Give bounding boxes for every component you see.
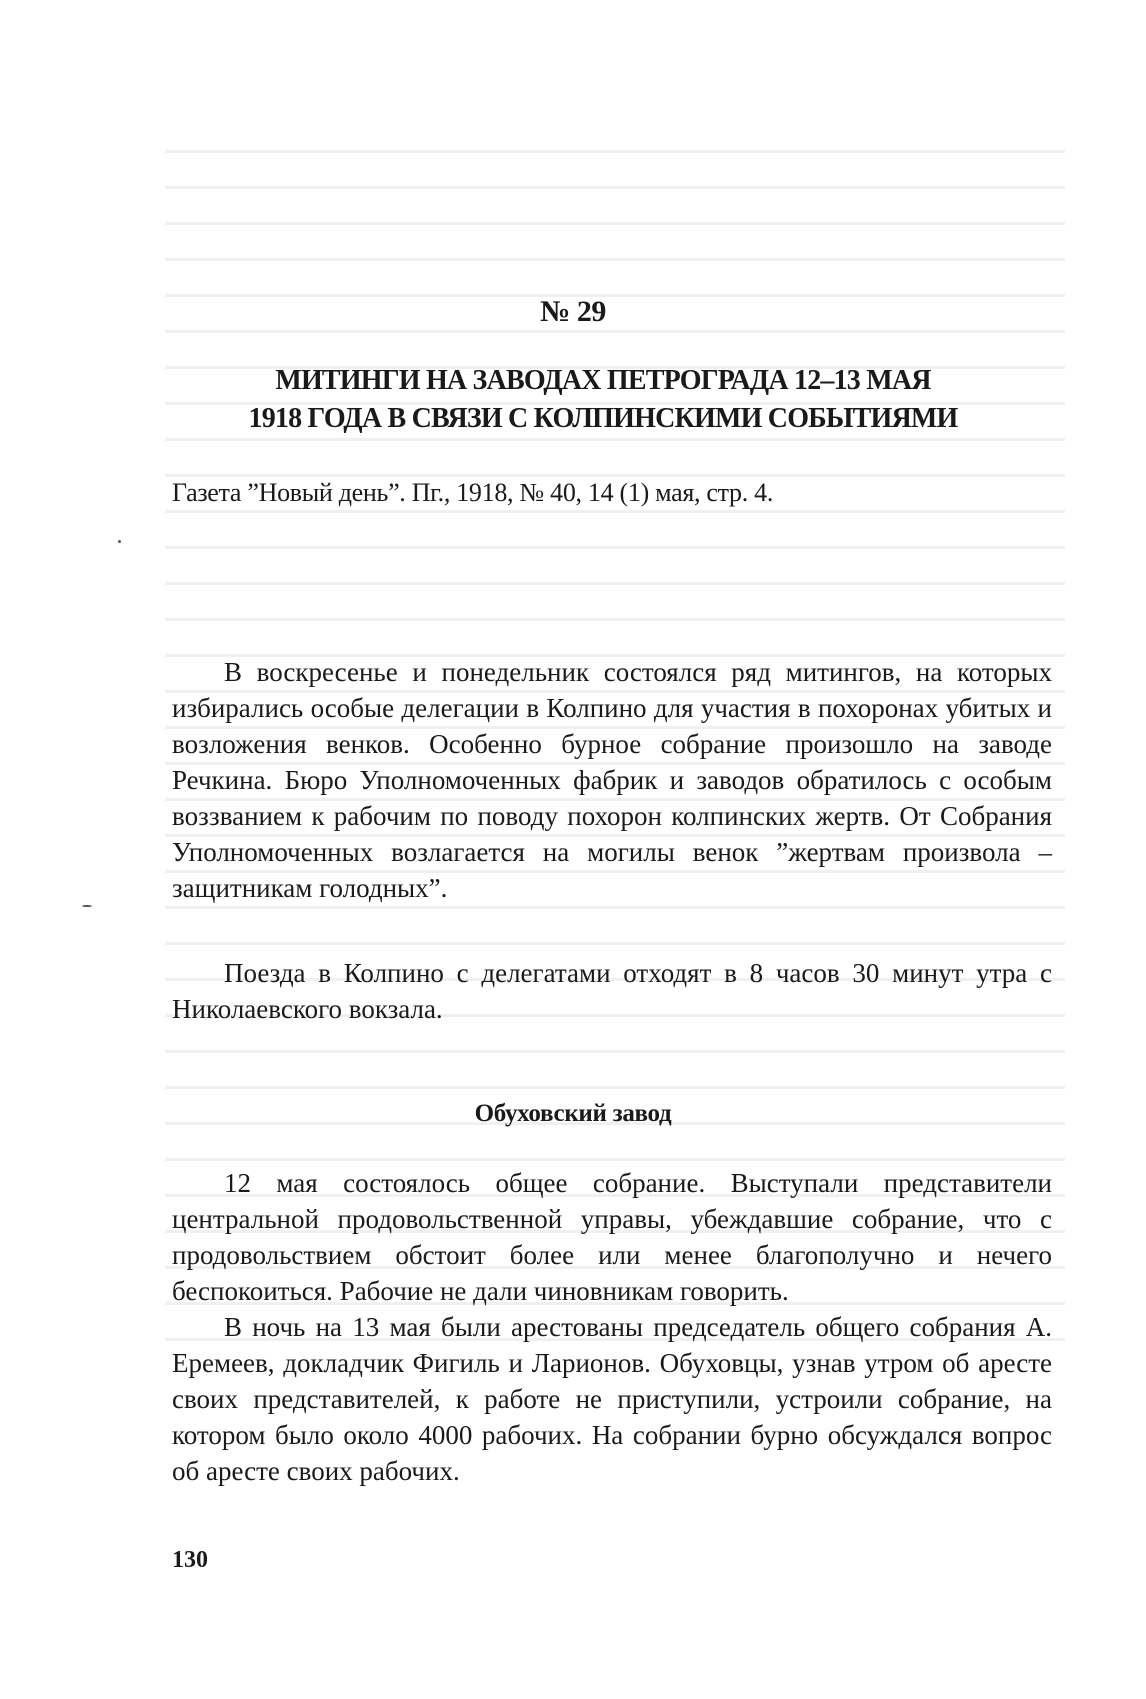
body-section-arrests (172, 1309, 1052, 1489)
section-heading: Обуховский завод (474, 1100, 672, 1127)
page-number: 130 (172, 1547, 208, 1573)
body-section-trains (172, 955, 1052, 1027)
paragraph: 12 мая состоялось общее собрание. Выступали представители центральной продовольственной управы, убеждавшие собрание, что с продовольствием обстоит более или менее благополучно и нечего беспокоиться. Рабочие не дали чиновникам говорить. (172, 1168, 1052, 1306)
document-title-line: 1918 ГОДА В СВЯЗИ С КОЛПИНСКИМИ СОБЫТИЯМИ (248, 403, 958, 434)
body-section-meeting (172, 1165, 1052, 1309)
paragraph: Поезда в Колпино с делегатами отходят в 8 часов 30 минут утра с Николаевского вокзала. (172, 958, 1052, 1024)
scan-speck (82, 905, 92, 907)
source-citation: Газета ”Новый день”. Пг., 1918, № 40, 14 (1) мая, стр. 4. (172, 478, 774, 507)
paragraph: В ночь на 13 мая были арестованы председатель общего собрания А. Еремеев, докладчик Фигиль и Ларионов. Обуховцы, узнав утром об аресте своих представителей, к работе не приступили, устроили собрание, на котором было около 4000 рабочих. На собрании бурно обсуждался вопрос об аресте своих рабочих. (172, 1312, 1052, 1486)
body-section-rallies (172, 654, 1052, 906)
document-number: № 29 (540, 295, 606, 328)
document-title (170, 362, 1036, 438)
paragraph: В воскресенье и понедельник состоялся ряд митингов, на которых избирались особые делегации в Колпино для участия в похоронах убитых и возложения венков. Особенно бурное собрание произошло на заводе Речкина. Бюро Уполномоченных фабрик и заводов обратилось с особым воззванием к рабочим по поводу похорон колпинских жертв. От Собрания Уполномоченных возлагается на могилы венок ”жертвам произвола – защитникам голодных”. (172, 657, 1052, 903)
document-title-line: МИТИНГИ НА ЗАВОДАХ ПЕТРОГРАДА 12–13 МАЯ (275, 365, 931, 396)
scan-speck (118, 540, 121, 543)
